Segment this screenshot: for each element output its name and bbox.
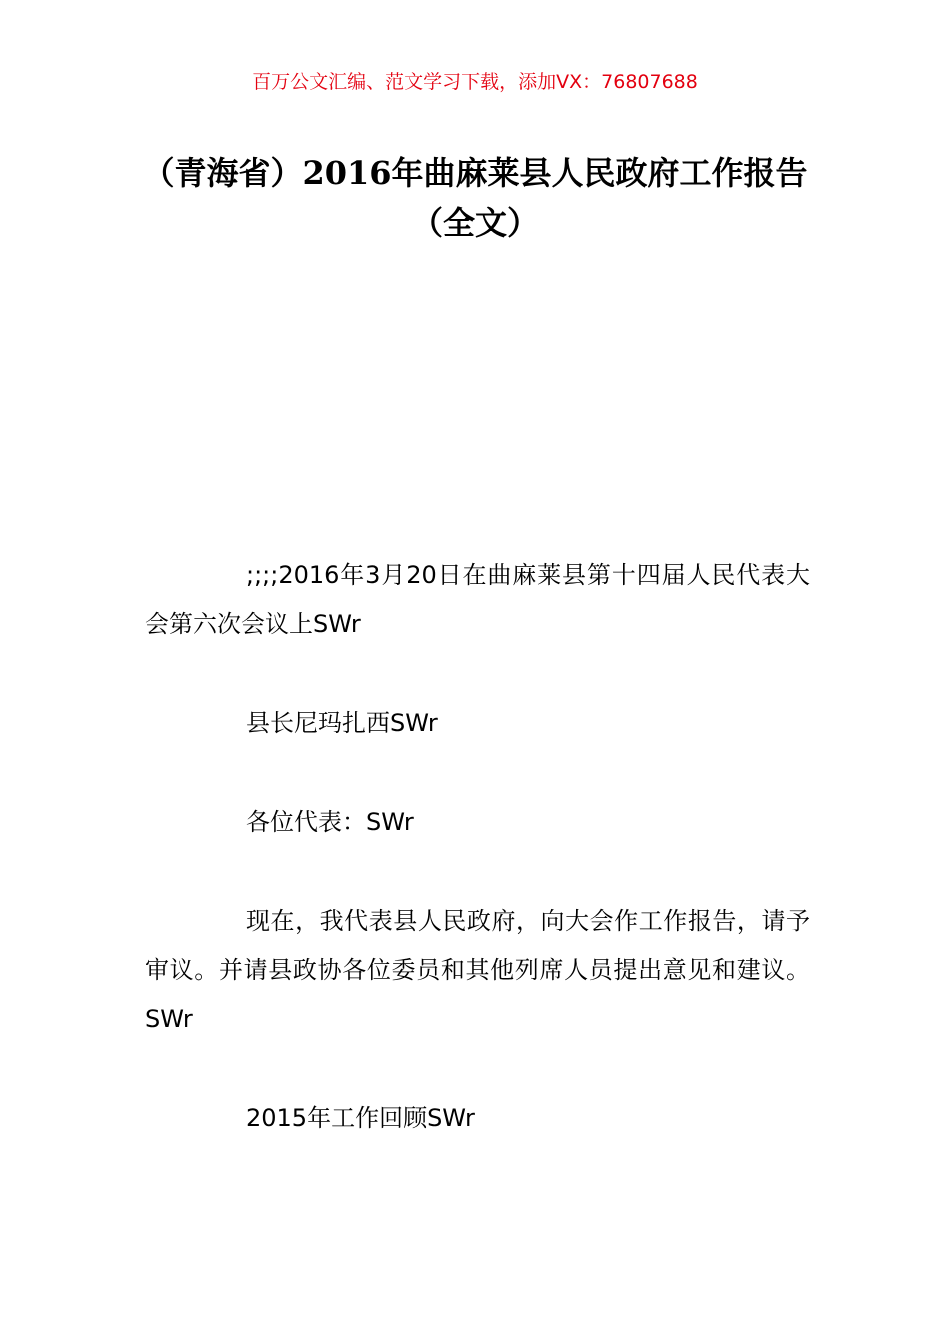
document-body [145,551,810,1193]
paragraph-salutation: 各位代表：SWr [246,808,414,836]
paragraph-meeting-info: ;;;;2016年3月20日在曲麻莱县第十四届人民代表大会第六次会议上SWr [145,561,810,638]
section-heading-review: 2015年工作回顾SWr [246,1104,475,1132]
header-note: 百万公文汇编、范文学习下载，添加VX：76807688 [252,71,698,93]
paragraph-intro: 现在，我代表县人民政府，向大会作工作报告，请予审议。并请县政协各位委员和其他列席人员提出意见和建议。SWr [145,907,810,1033]
paragraph-speaker: 县长尼玛扎西SWr [246,709,438,737]
document-title: （青海省）2016年曲麻莱县人民政府工作报告（全文） [142,154,808,242]
